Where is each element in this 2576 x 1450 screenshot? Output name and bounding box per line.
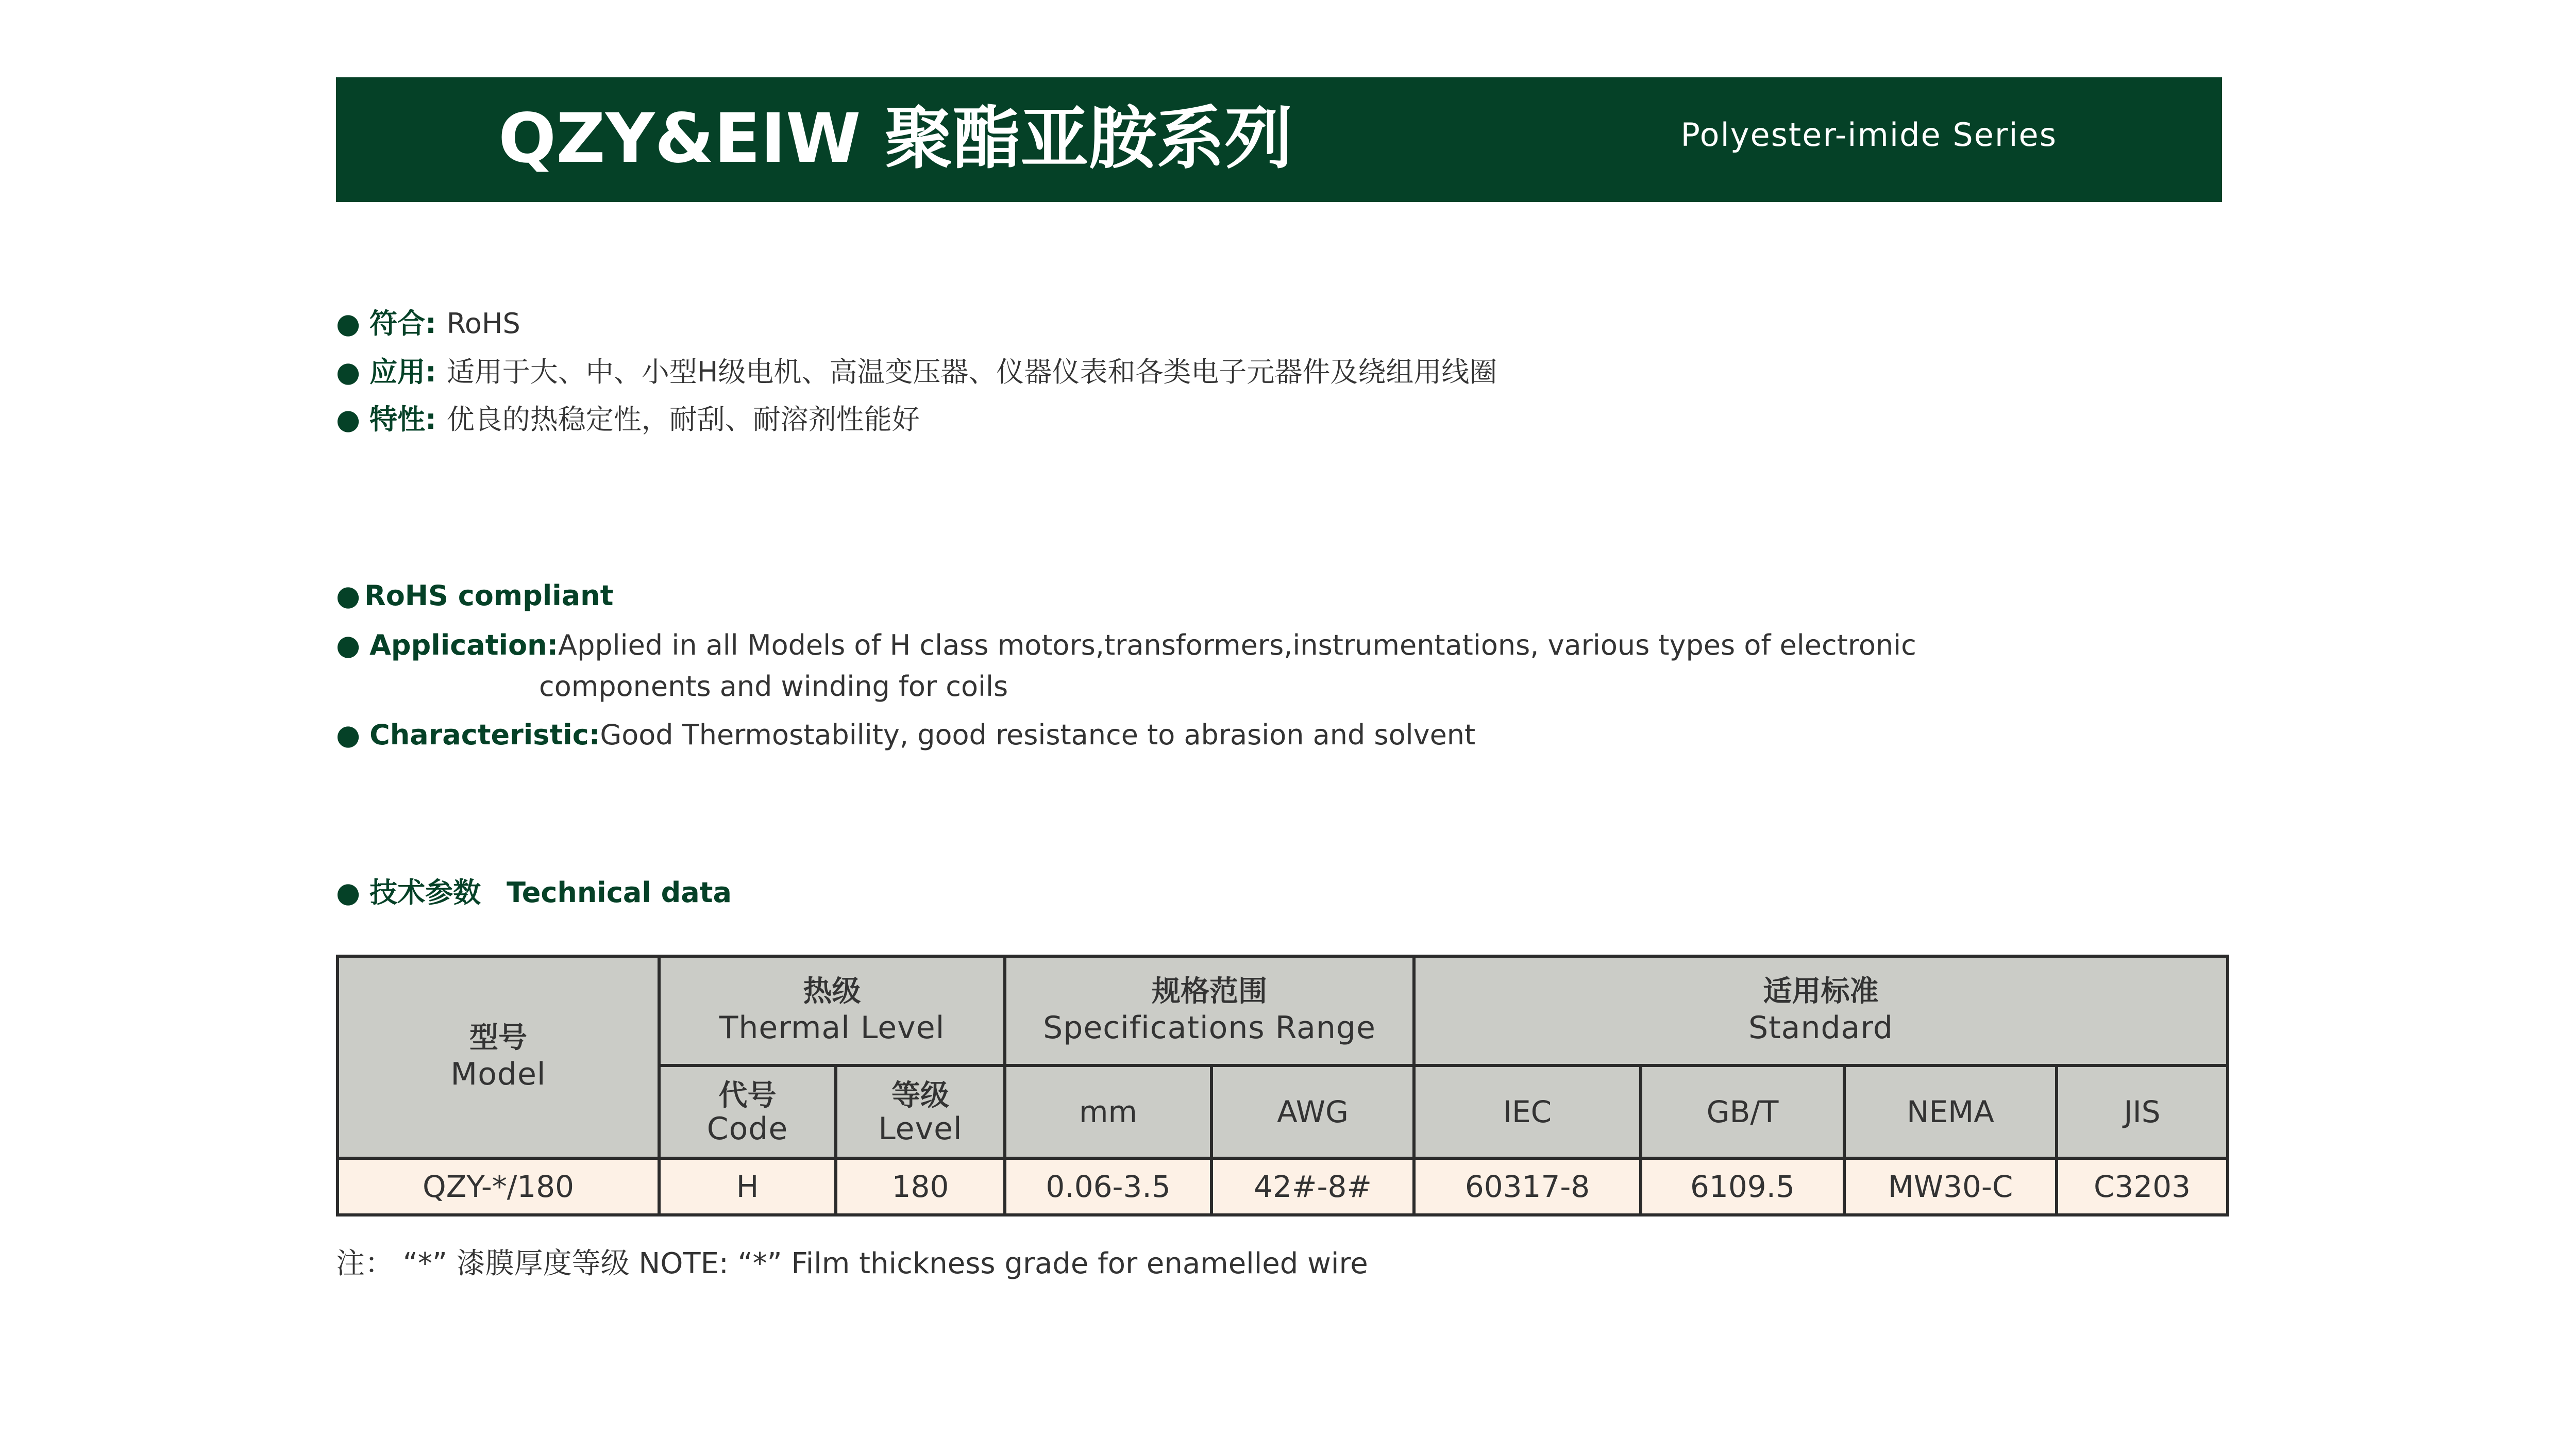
bullet-icon: ● [336, 356, 361, 388]
cn-feature-label: 符合: [369, 307, 436, 340]
cn-feature-text: RoHS [446, 307, 520, 340]
en-feature-text: Good Thermostability, good resistance to abrasion and solvent [600, 719, 1476, 751]
cn-feature-label: 应用: [369, 356, 436, 388]
bullet-icon: ● [336, 719, 361, 751]
cn-feature-label: 特性: [369, 403, 436, 436]
header-standard [1414, 956, 2228, 1065]
bullet-icon: ● [336, 307, 361, 340]
header-model-cn: 型号 [469, 1021, 527, 1055]
cn-feature-characteristic [336, 403, 920, 437]
cell-gbt: 6109.5 [1641, 1158, 1844, 1215]
header-model-en: Model [450, 1056, 546, 1093]
header-spec-en: Specifications Range [1043, 1010, 1376, 1046]
header-level-en: Level [878, 1111, 963, 1147]
bullet-icon: ● [336, 629, 361, 661]
header-thermal-en: Thermal Level [719, 1010, 945, 1046]
cell-jis: C3203 [2057, 1158, 2228, 1215]
en-feature-label: Characteristic: [369, 719, 600, 751]
cell-model: QZY-*/180 [338, 1158, 659, 1215]
en-feature-text: Applied in all Models of H class motors,transformers,instrumentations, various types of electronic [558, 629, 1916, 661]
en-feature-label: RoHS compliant [364, 579, 614, 612]
cn-feature-text: 优良的热稳定性，耐刮、耐溶剂性能好 [446, 403, 920, 436]
header-code [659, 1065, 836, 1158]
header-thermal-level [659, 956, 1005, 1065]
en-feature-label: Application: [369, 629, 559, 661]
header-code-cn: 代号 [718, 1078, 777, 1112]
en-feature-characteristic [336, 719, 1475, 752]
cell-awg: 42#-8# [1211, 1158, 1414, 1215]
cn-feature-text: 适用于大、中、小型H级电机、高温变压器、仪器仪表和各类电子元器件及绕组用线圈 [446, 356, 1497, 388]
header-spec-range [1005, 956, 1414, 1065]
table-row [338, 1158, 2228, 1215]
cn-feature-application [336, 356, 1497, 389]
header-spec-cn: 规格范围 [1152, 974, 1268, 1008]
bullet-icon: ● [336, 876, 361, 909]
tech-heading-en: Technical data [507, 876, 732, 909]
footnote: 注： “*” 漆膜厚度等级 NOTE: “*” Film thickness grade for enamelled wire [336, 1247, 1368, 1280]
header-jis: JIS [2057, 1065, 2228, 1158]
title-banner [336, 77, 2222, 202]
header-code-en: Code [706, 1111, 788, 1147]
cn-feature-compliance [336, 307, 520, 341]
header-nema: NEMA [1844, 1065, 2057, 1158]
header-standard-en: Standard [1748, 1010, 1894, 1046]
bullet-icon: ● [336, 403, 361, 436]
header-level-cn: 等级 [891, 1078, 949, 1112]
page-subtitle: Polyester-imide Series [1680, 116, 2057, 154]
page-title: QZY&EIW 聚酯亚胺系列 [498, 99, 1293, 178]
bullet-icon: ● [336, 579, 361, 612]
header-standard-cn: 适用标准 [1763, 974, 1879, 1008]
en-feature-application [336, 629, 1916, 662]
header-awg: AWG [1211, 1065, 1414, 1158]
cell-mm: 0.06-3.5 [1005, 1158, 1211, 1215]
header-mm: mm [1005, 1065, 1211, 1158]
en-feature-application-continued: components and winding for coils [539, 670, 1008, 703]
header-thermal-cn: 热级 [803, 974, 861, 1008]
cell-iec: 60317-8 [1414, 1158, 1641, 1215]
header-iec: IEC [1414, 1065, 1641, 1158]
en-feature-rohs [336, 579, 613, 613]
tech-heading-cn: 技术参数 [369, 876, 481, 909]
cell-nema: MW30-C [1844, 1158, 2057, 1215]
tech-data-heading [336, 876, 732, 910]
cell-code: H [659, 1158, 836, 1215]
header-model [338, 956, 659, 1158]
cell-level: 180 [836, 1158, 1005, 1215]
header-level [836, 1065, 1005, 1158]
header-gbt: GB/T [1641, 1065, 1844, 1158]
technical-data-table [336, 955, 2229, 1216]
